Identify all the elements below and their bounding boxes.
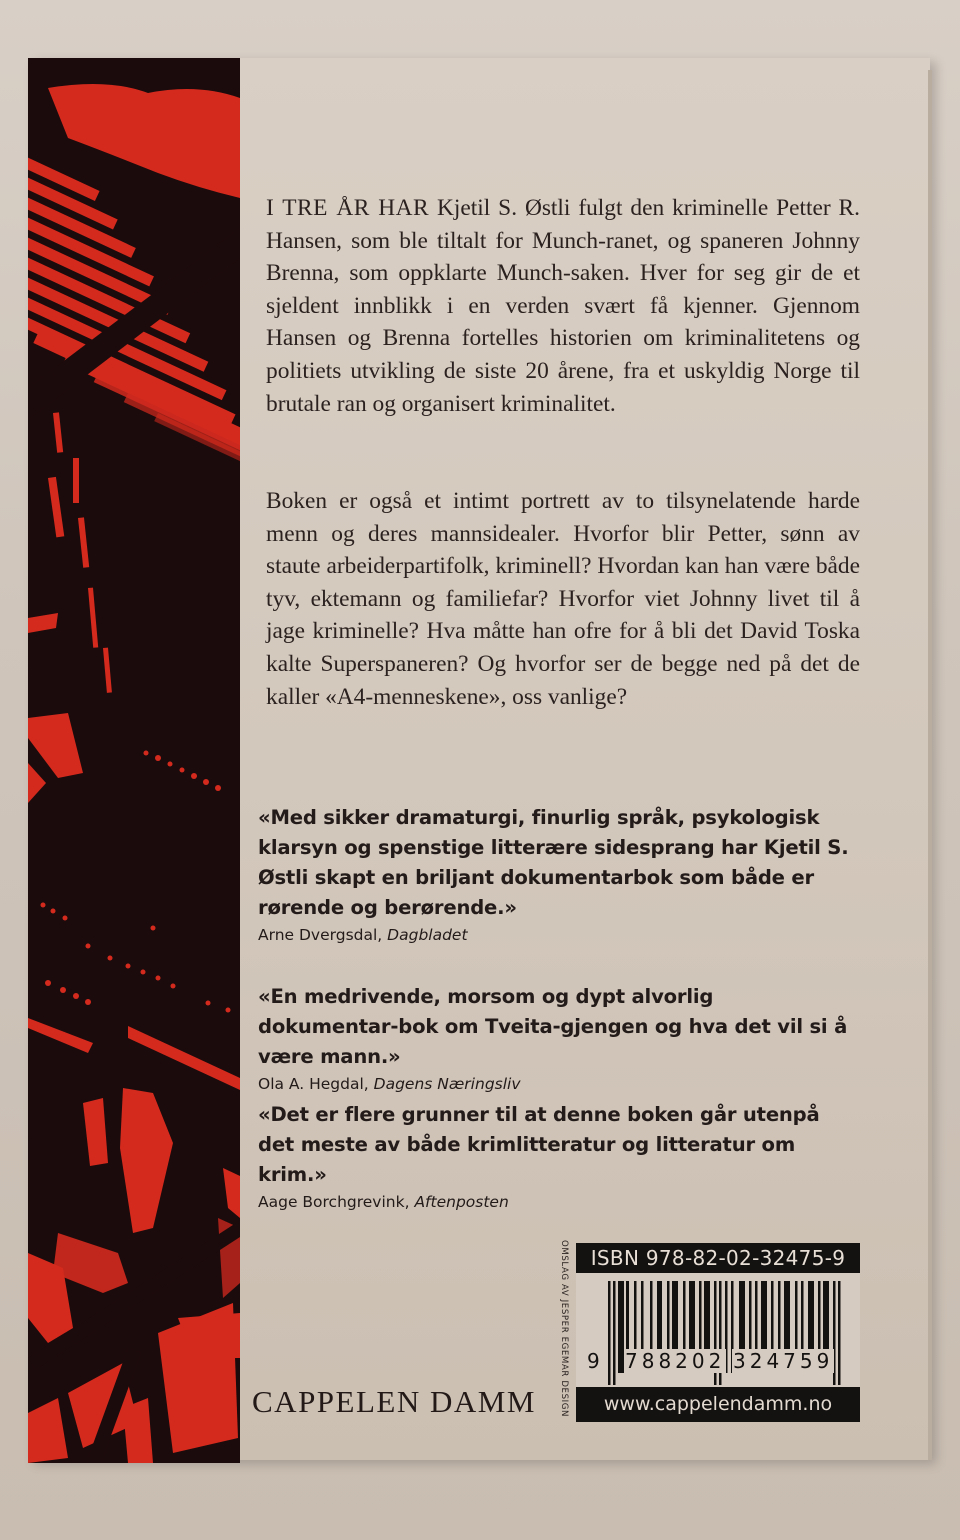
blurb-text: Kjetil S. Østli fulgt den kriminelle Petter R. Hansen, som ble tiltalt for Munch-ranet, og spaneren Johnny Brenna, som oppklarte Munch-saken. Hver for seg gir de et sjeldent innblikk i en verden svært få kjenner. Gjennom Hansen og Brenna fortelles historien om kriminalitetens og politiets utvikling de siste 20 årene, fra et uskyldig Norge til brutale ran og organisert kriminalitet. [266, 195, 860, 417]
cover-design-credit: OMSLAG AV JESPER EGEMAR DESIGN [559, 1240, 569, 1418]
barcode-digits-right: 324759 [733, 1349, 834, 1373]
blurb-paragraph-1 [266, 192, 860, 420]
quote-text: «Det er flere grunner til at denne boken går utenpå det meste av både krimlitteratur og litteratur om krim.» [258, 1103, 820, 1186]
quote-author: Arne Dvergsdal, [258, 926, 383, 944]
quote-outlet: Dagbladet [387, 926, 468, 944]
review-quote-1 [258, 803, 858, 945]
publisher-logo: CAPPELEN DAMM [252, 1384, 536, 1419]
review-quote-2 [258, 982, 858, 1094]
quote-source [258, 1192, 858, 1212]
barcode-digits-left: 788202 [625, 1349, 726, 1373]
quote-text: «En medrivende, morsom og dypt alvorlig dokumentar-bok om Tveita-gjengen og hva det vil si å være mann.» [258, 985, 848, 1068]
publisher-url: www.cappelendamm.no [576, 1387, 860, 1422]
isbn-barcode-block [576, 1243, 860, 1422]
barcode-digit-first: 9 [587, 1349, 600, 1373]
quote-outlet: Dagens Næringsliv [373, 1075, 521, 1093]
quote-author: Aage Borchgrevink, [258, 1193, 410, 1211]
artwork-graphic [28, 58, 240, 1463]
review-quote-3 [258, 1100, 858, 1212]
quote-author: Ola A. Hegdal, [258, 1075, 369, 1093]
barcode-digits [584, 1349, 854, 1381]
cover-artwork-red-grid [28, 58, 240, 1463]
isbn-label: ISBN 978-82-02-32475-9 [576, 1243, 860, 1273]
quote-text: «Med sikker dramaturgi, finurlig språk, psykologisk klarsyn og spenstige litterære sidesprang har Kjetil S. Østli skapt en briljant dokumentarbok som både er rørende og berørende.» [258, 806, 849, 919]
blurb-text: Boken er også et intimt portrett av to tilsynelatende harde menn og deres mannsidealer. Hvorfor blir Petter, sønn av staute arbeiderpartifolk, kriminell? Hvordan kan han være både tyv, ektemann og familiefar? Hvorfor viet Johnny livet til å jage kriminelle? Hva måtte han ofre for å bli det David Toska kalte Superspaneren? Og hvorfor ser de begge ned på det de kaller «A4-menneskene», oss vanlige? [266, 488, 860, 710]
blurb-lead-caps: I TRE ÅR HAR [266, 195, 430, 221]
book-page-edge [928, 70, 932, 1460]
quote-source [258, 925, 858, 945]
quote-outlet: Aftenposten [414, 1193, 509, 1211]
quote-source [258, 1074, 858, 1094]
blurb-paragraph-2 [266, 485, 860, 713]
